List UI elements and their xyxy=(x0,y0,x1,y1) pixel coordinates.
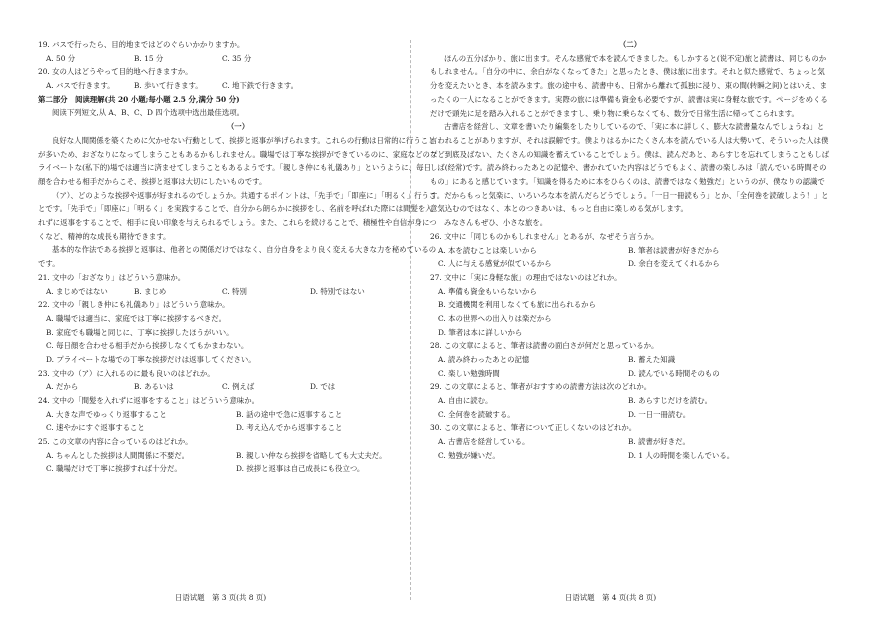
option: A. バスで行きます。 xyxy=(46,81,115,91)
option: C. 全何巻を読破する。 xyxy=(438,409,515,419)
option: C. 35 分 xyxy=(222,53,252,63)
option: B. 歩いて行きます。 xyxy=(134,81,203,91)
question-25-options xyxy=(38,449,438,463)
question-22: 22. 文中の「親しき仲にも礼儀あり」はどういう意味か。 xyxy=(38,300,230,310)
passage-title: （一） xyxy=(226,122,250,132)
option: D. 筆者は本に詳しいから xyxy=(438,327,523,337)
page-footer-right: 日语试题 第 4 页(共 8 页) xyxy=(565,593,657,602)
option: B. あるいは xyxy=(134,382,174,392)
option: A. 準備も資金もいらないから xyxy=(438,286,537,296)
passage-paragraph: （ア）、どのような挨拶や返事が好まれるのでしょうか。共通するポイントは、「先手で」「即座に」「明るく」行うことです。「先手で」「即座に」「明るく」を実践することで、自分から朗らかに挨拶をし、名前を呼ばれた際には間髪を入れずに返事をすることで、相手に良い印象を与えられるでしょう。また、これらを続けることで、積極性や自信が身につくなど、精神的な成長も期待できます。 xyxy=(38,190,437,241)
option: B. 交通機関を利用しなくても旅に出られるから xyxy=(438,300,596,310)
question-29-options xyxy=(430,408,830,422)
question-28-options xyxy=(430,353,830,367)
question-25: 25. この文章の内容に合っているのはどれか。 xyxy=(38,437,193,447)
passage-paragraph: 良好な人間関係を築くために欠かせない行動として、挨拶と返事が挙げられます。これらの行動は日常的に行うことが多いため、おざなりになってしまうこともあるかもしれません。職場では丁寧な挨拶ができているのに、家庭などのプライベートな(私下的)場では適当に済ませてしまうこともあるようです。「親しき仲にも礼儀あり」というように、毎日顔を合わせる相手だからこそ、挨拶と返事は大切にしたいものです。 xyxy=(38,135,438,186)
option: C. 特別 xyxy=(222,286,247,296)
question-21: 21. 文中の「おざなり」はどういう意味か。 xyxy=(38,272,186,282)
option: C. 速やかにすぐ返事すること xyxy=(46,423,145,433)
option: A. まじめではない xyxy=(46,286,108,296)
option: A. 職場では適当に、家庭では丁寧に挨拶するべきだ。 xyxy=(46,313,227,323)
right-page xyxy=(430,38,830,463)
question-28: 28. この文章によると、筆者は読書の面白さが何だと思っているか。 xyxy=(430,341,659,351)
option: C. 職場だけで丁寧に挨拶すれば十分だ。 xyxy=(46,464,182,474)
question-29-options xyxy=(430,394,830,408)
question-24-options xyxy=(38,421,438,435)
passage-title: （二） xyxy=(618,40,642,49)
option: D. 挨拶と返事は自己成長にも役立つ。 xyxy=(236,464,365,474)
option: B. 話の途中で急に返事すること xyxy=(236,409,343,419)
question-20-options xyxy=(38,79,438,93)
question-19-options xyxy=(38,52,438,66)
option: C. 楽しい勉強時間 xyxy=(438,368,500,378)
question-30-options xyxy=(430,449,830,463)
option: D. 特別ではない xyxy=(310,286,365,296)
question-24: 24. 文中の「間髪を入れずに返事をすること」はどういう意味か。 xyxy=(38,396,260,406)
option: C. 地下鉄で行きます。 xyxy=(222,81,299,91)
passage-paragraph: 古書店を経営し、文章を書いたり編集をしたりしているので、「実に本に詳しく、膨大な読書量なんでしょうね」と言われることがありますが、それは誤解です。僕よりはるかにたくさん本を読んでいる人は大勢いて、そういった人は僕など到底及ばない、たくさんの知識を蓄えていることでしょう。僕は、読んだあと、あらすじを忘れてしまうこともしばしば(经常)です。読み終わったあとの記憶や、書かれていた内容はどうでもよく、読書の楽しみは「読んでいる時間そのもの」にあると感じています。「知識を得るために本をひらくのは、読書ではなく勉強だ」というのが、僕なりの認識です。だからもっと気楽に、いろいろな本を読んだらどうでしょう。「一日一冊読もう」とか、「全何巻を読破しよう！」と意気込むのではなく、本とのつきあいは、もっと自由に楽しめる気がします。 xyxy=(430,122,830,214)
question-21-options xyxy=(38,285,438,299)
question-30-options xyxy=(430,435,830,449)
page-footer-left: 日语试题 第 3 页(共 8 页) xyxy=(175,593,267,602)
option: D. 余白を変えてくれるから xyxy=(628,259,720,269)
section-instructions: 阅读下列短文,从 A、B、C、D 四个选项中选出最佳选项。 xyxy=(52,108,244,118)
option: C. 毎日顔を合わせる相手だから挨拶しなくてもかまわない。 xyxy=(46,341,249,351)
option: B. 読書が好きだ。 xyxy=(628,437,690,447)
option: B. 筆者は読書が好きだから xyxy=(628,245,720,255)
option: D. 1 人の時間を楽しんでいる。 xyxy=(628,450,735,460)
section-heading: 第二部分 阅读理解(共 20 小题;每小题 2.5 分,满分 50 分) xyxy=(38,94,240,104)
passage-paragraph: 基本的な作法である挨拶と返事は、他者との関係だけではなく、自分自身をより良く変える大きな力を秘めているのです。 xyxy=(38,245,437,269)
left-page xyxy=(38,38,438,476)
option: A. だから xyxy=(46,382,79,392)
option: B. 親しい仲なら挨拶を省略しても大丈夫だ。 xyxy=(236,450,387,460)
option: A. 大きな声でゆっくり返事すること xyxy=(46,409,167,419)
passage-paragraph: みなさんもぜひ、小さな旅を。 xyxy=(444,218,548,228)
option: A. ちゃんとした挨拶は人間関係に不要だ。 xyxy=(46,450,190,460)
passage-paragraph: ほんの五分ばかり、旅に出ます。そんな感覚で本を読んできました。もしかすると(说不定)旅と読書は、同じものかもしれません。「自分の中に、余白がなくなってきた」と思ったとき、僕は旅に出ます。それと似た感覚で、ちょっと気分を変えたいとき、本を読みます。旅の途中も、読書中も、日常から離れて孤独に浸り、束の間(转瞬之间)とはいえ、まったくの一人になることができます。実際の旅には準備も資金も必要ですが、読書は実に身軽な旅です。ページをめくるだけで頭先に足を踏み入れることができますし、乗り物に乗らなくても、数分で日常生活に帰ってこられます。 xyxy=(430,53,828,118)
question-23: 23. 文中の（ア）に入れるのに最も良いのはどれか。 xyxy=(38,368,215,378)
question-26: 26. 文中に「同じものかもしれません」とあるが、なぜそう言うか。 xyxy=(430,231,659,241)
option: B. あらすじだけを読む。 xyxy=(628,396,713,406)
option: C. 勉強が嫌いだ。 xyxy=(438,450,500,460)
question-19: 19. バスで行ったら、目的地まではどのぐらいかかりますか。 xyxy=(38,40,245,49)
question-28-options xyxy=(430,367,830,381)
question-27: 27. 文中に「実に身軽な旅」の理由ではないのはどれか。 xyxy=(430,272,622,282)
option: A. 自由に読む。 xyxy=(438,396,493,406)
question-23-options xyxy=(38,380,438,394)
option: C. 例えば xyxy=(222,382,255,392)
question-20: 20. 女の人はどうやって目的地へ行きますか。 xyxy=(38,67,193,77)
option: A. 読み終わったあとの記憶 xyxy=(438,355,530,365)
option: C. 本の世界への出入りは楽だから xyxy=(438,313,552,323)
option: B. 15 分 xyxy=(134,53,164,63)
question-26-options xyxy=(430,257,830,271)
question-29: 29. この文章によると、筆者がおすすめの読書方法は次のどれか。 xyxy=(430,382,652,392)
option: B. 蓄えた知識 xyxy=(628,355,676,365)
option: D. 一日一冊読む。 xyxy=(628,409,691,419)
question-25-options xyxy=(38,462,438,476)
option: A. 本を読むことは楽しいから xyxy=(438,245,537,255)
question-30: 30. この文章によると、筆者について正しくないのはどれか。 xyxy=(430,423,637,433)
question-26-options xyxy=(430,244,830,258)
option: A. 50 分 xyxy=(46,53,76,63)
option: C. 人に与える感覚が似ているから xyxy=(438,259,552,269)
option: D. 考え込んでから返事すること xyxy=(236,423,343,433)
option: D. 読んでいる時間そのもの xyxy=(628,368,720,378)
question-24-options xyxy=(38,408,438,422)
option: A. 古書店を経営している。 xyxy=(438,437,530,447)
option: B. まじめ xyxy=(134,286,167,296)
option: B. 家庭でも職場と同じに、丁寧に挨拶したほうがいい。 xyxy=(46,327,234,337)
option: D. プライベートな場での丁寧な挨拶だけは返事してください。 xyxy=(46,354,256,364)
option: D. では xyxy=(310,382,336,392)
